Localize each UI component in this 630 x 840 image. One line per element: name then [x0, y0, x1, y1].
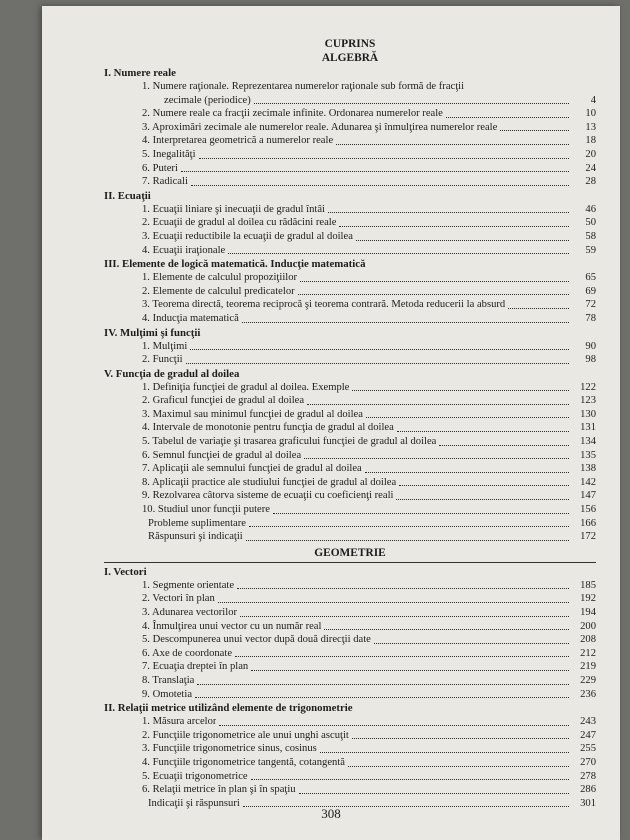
toc-entry-text: 4. Funcţiile trigonometrice tangentă, cotangentă	[142, 756, 345, 768]
dot-leader	[299, 793, 569, 794]
toc-extra-entry	[104, 530, 596, 544]
toc-page: 98	[585, 354, 596, 366]
table-of-contents	[104, 38, 596, 810]
toc-page: 130	[580, 408, 596, 420]
dot-leader	[254, 103, 569, 104]
dot-leader	[273, 513, 569, 514]
chapter-heading: I. Numere reale	[104, 67, 176, 79]
toc-entry-text: 4. Ecuaţii iraţionale	[142, 244, 226, 256]
toc-page: 18	[585, 135, 596, 147]
part-heading-geometrie: GEOMETRIE	[314, 546, 386, 559]
toc-entry-text: 2. Graficul funcţiei de gradul al doilea	[142, 395, 305, 407]
toc-entry-text: 4. Înmulţirea unui vector cu un număr real	[142, 620, 322, 632]
dot-leader	[240, 616, 569, 617]
dot-leader	[237, 588, 569, 589]
toc-entry-text: 9. Omotetia	[142, 688, 193, 700]
toc-entry	[104, 285, 596, 299]
dot-leader	[186, 363, 569, 364]
toc-entry	[104, 770, 596, 784]
dot-leader	[356, 240, 569, 241]
toc-page: 123	[580, 395, 596, 407]
toc-page: 208	[580, 634, 596, 646]
toc-entry-text: 1. Ecuaţii liniare şi inecuaţii de gradul întâi	[142, 203, 325, 215]
toc-entry-text: 1. Mulţimi	[142, 340, 188, 352]
toc-entry	[104, 660, 596, 674]
toc-entry-text: 5. Inegalităţi	[142, 148, 196, 160]
toc-page: 28	[585, 176, 596, 188]
toc-page: 59	[585, 244, 596, 256]
dot-leader	[508, 308, 569, 309]
toc-entry-text: 5. Ecuaţii trigonometrice	[142, 770, 248, 782]
toc-entry-text: Indicaţii şi răspunsuri	[148, 797, 240, 809]
toc-page: 10	[585, 108, 596, 120]
toc-entry-text: 5. Tabelul de variaţie şi trasarea graficului funcţiei de gradul al doilea	[142, 436, 437, 448]
toc-entry-text: 7. Radicali	[142, 176, 188, 188]
toc-page: 247	[580, 729, 596, 741]
toc-entry-text: 3. Ecuaţii reductibile la ecuaţii de gradul al doilea	[142, 230, 353, 242]
toc-page: 147	[580, 490, 596, 502]
toc-entry	[104, 271, 596, 285]
toc-entry	[104, 134, 596, 148]
toc-entry	[104, 121, 596, 135]
dot-leader	[439, 445, 569, 446]
toc-entry-text: 3. Funcţiile trigonometrice sinus, cosinus	[142, 743, 317, 755]
toc-entry	[104, 148, 596, 162]
toc-entry-text: 1. Definiţia funcţiei de gradul al doilea. Exemple	[142, 381, 350, 393]
toc-entry-text: 2. Numere reale ca fracţii zecimale infinite. Ordonarea numerelor reale	[142, 108, 443, 120]
toc-page: 78	[585, 312, 596, 324]
toc-entry	[104, 230, 596, 244]
toc-page: 122	[580, 381, 596, 393]
toc-entry-text: 2. Funcţii	[142, 354, 183, 366]
chapter-heading: V. Funcţia de gradul al doilea	[104, 367, 240, 380]
page-number: 308	[321, 806, 341, 821]
toc-page: 255	[580, 743, 596, 755]
toc-entry-text: 6. Axe de coordonate	[142, 647, 233, 659]
toc-entry	[104, 340, 596, 354]
toc-entry	[104, 783, 596, 797]
toc-entry	[104, 244, 596, 258]
toc-entry	[104, 175, 596, 189]
toc-entry-text: 9. Rezolvarea câtorva sisteme de ecuaţii cu coeficienţi reali	[142, 490, 394, 502]
dot-leader	[246, 540, 569, 541]
toc-entry	[104, 94, 596, 108]
toc-extra-entry	[104, 517, 596, 531]
toc-page: 229	[580, 674, 596, 686]
toc-entry	[104, 688, 596, 702]
toc-entry-text: 7. Aplicaţii ale semnului funcţiei de gradul al doilea	[142, 463, 362, 475]
toc-page: 200	[580, 620, 596, 632]
toc-entry-text: 3. Maximul sau minimul funcţiei de gradul al doilea	[142, 408, 363, 420]
dot-leader	[218, 602, 569, 603]
part-geometrie	[104, 565, 596, 811]
toc-entry-text: 7. Ecuaţia dreptei în plan	[142, 661, 249, 673]
toc-page: 46	[585, 203, 596, 215]
toc-page: 194	[580, 607, 596, 618]
dot-leader	[181, 171, 569, 172]
toc-entry	[104, 476, 596, 490]
dot-leader	[298, 294, 569, 295]
toc-page: 243	[580, 716, 596, 728]
toc-page: 278	[580, 770, 596, 782]
dot-leader	[365, 472, 569, 473]
toc-page: 236	[580, 688, 596, 700]
toc-entry	[104, 107, 596, 121]
toc-title: CUPRINS	[324, 38, 376, 50]
toc-page: 172	[580, 531, 596, 543]
dot-leader	[251, 779, 569, 780]
toc-page: 156	[580, 504, 596, 516]
toc-page: 4	[590, 94, 596, 106]
toc-page: 212	[580, 647, 596, 659]
toc-page: 58	[585, 230, 596, 242]
dot-leader	[500, 130, 569, 131]
dot-leader	[191, 185, 569, 186]
toc-entry	[104, 592, 596, 606]
dot-leader	[374, 643, 569, 644]
toc-entry-text: 10. Studiul unor funcţii putere	[142, 504, 270, 516]
divider	[104, 562, 596, 563]
part-heading-algebra: ALGEBRĂ	[321, 52, 379, 64]
toc-entry-text: 3. Adunarea vectorilor	[142, 607, 238, 618]
dot-leader	[251, 670, 569, 671]
dot-leader	[242, 322, 569, 323]
dot-leader	[199, 158, 569, 159]
toc-entry	[104, 312, 596, 326]
dot-leader	[304, 458, 569, 459]
toc-entry-text: 1. Segmente orientate	[142, 579, 235, 591]
toc-entry	[104, 216, 596, 230]
dot-leader	[235, 656, 569, 657]
dot-leader	[324, 629, 569, 630]
toc-page: 65	[585, 272, 596, 284]
dot-leader	[328, 212, 569, 213]
part-algebra	[104, 66, 596, 544]
toc-entry	[104, 489, 596, 503]
toc-entry-text: 1. Numere raţionale. Reprezentarea numerelor raţionale sub formă de fracţii	[142, 81, 465, 92]
toc-entry-text: 6. Relaţii metrice în plan şi în spaţiu	[142, 784, 296, 796]
dot-leader	[399, 485, 569, 486]
toc-entry	[104, 421, 596, 435]
toc-entry	[104, 503, 596, 517]
dot-leader	[339, 226, 569, 227]
dot-leader	[249, 526, 569, 527]
toc-page: 192	[580, 593, 596, 605]
toc-page: 301	[580, 797, 596, 809]
toc-page: 142	[580, 476, 596, 488]
dot-leader	[348, 766, 569, 767]
toc-entry	[104, 203, 596, 217]
chapter-heading: II. Ecuaţii	[104, 189, 151, 202]
toc-page: 50	[585, 217, 596, 229]
chapter-heading: IV. Mulţimi şi funcţii	[104, 326, 201, 339]
chapter-heading: II. Relaţii metrice utilizând elemente de trigonometrie	[104, 702, 353, 715]
toc-entry-text: 4. Inducţia matematică	[142, 312, 239, 324]
toc-entry-text: 1. Elemente de calculul propoziţiilor	[142, 272, 298, 284]
book-page	[42, 6, 620, 840]
toc-entry-text: 3. Teorema directă, teorema reciprocă şi teorema contrară. Metoda reducerii la absurd	[142, 299, 506, 311]
toc-entry	[104, 408, 596, 422]
toc-page: 270	[580, 756, 596, 768]
dot-leader	[228, 253, 569, 254]
toc-entry-text: 8. Translaţia	[142, 674, 195, 686]
toc-entry	[104, 353, 596, 367]
toc-page: 219	[580, 661, 596, 673]
dot-leader	[307, 404, 569, 405]
toc-entry-text: 5. Descompunerea unui vector după două direcţii date	[142, 634, 371, 646]
toc-entry-text: 2. Ecuaţii de gradul al doilea cu rădăcini reale	[142, 217, 337, 229]
toc-page: 134	[580, 436, 596, 448]
dot-leader	[366, 417, 569, 418]
toc-entry-text: 6. Puteri	[142, 162, 178, 174]
toc-page: 69	[585, 285, 596, 297]
toc-entry	[104, 162, 596, 176]
toc-entry	[104, 729, 596, 743]
toc-entry-text-cont: zecimale (periodice)	[164, 94, 251, 106]
chapter-heading: III. Elemente de logică matematică. Inducţie matematică	[104, 258, 366, 271]
toc-entry-text: 3. Aproximări zecimale ale numerelor reale. Adunarea şi înmulţirea numerelor reale	[142, 121, 498, 133]
toc-page: 72	[585, 299, 596, 311]
dot-leader	[197, 684, 569, 685]
toc-entry	[104, 579, 596, 593]
toc-page: 166	[580, 517, 596, 529]
dot-leader	[320, 752, 569, 753]
dot-leader	[336, 144, 569, 145]
toc-entry-text: 6. Semnul funcţiei de gradul al doilea	[142, 449, 302, 461]
toc-entry	[104, 449, 596, 463]
dot-leader	[446, 117, 569, 118]
dot-leader	[300, 281, 569, 282]
toc-page: 131	[580, 422, 596, 434]
toc-entry-text: 2. Elemente de calculul predicatelor	[142, 285, 295, 297]
dot-leader	[190, 349, 569, 350]
chapter-heading: I. Vectori	[104, 565, 147, 578]
dot-leader	[396, 499, 569, 500]
toc-entry-text: Răspunsuri şi indicaţii	[148, 531, 243, 543]
toc-entry	[104, 674, 596, 688]
toc-entry-text: 4. Interpretarea geometrică a numerelor reale	[142, 135, 334, 147]
toc-entry-text: 8. Aplicaţii practice ale studiului funcţiei de gradul al doilea	[142, 476, 397, 488]
toc-entry-text: 2. Vectori în plan	[142, 593, 215, 605]
toc-entry-text: 2. Funcţiile trigonometrice ale unui unghi ascuţit	[142, 729, 349, 741]
toc-page: 20	[585, 148, 596, 160]
dot-leader	[195, 697, 569, 698]
toc-entry	[104, 647, 596, 661]
toc-entry	[104, 435, 596, 449]
dot-leader	[219, 725, 569, 726]
toc-entry	[104, 756, 596, 770]
dot-leader	[352, 738, 569, 739]
toc-entry	[104, 715, 596, 729]
toc-entry	[104, 381, 596, 395]
toc-entry	[104, 620, 596, 634]
dot-leader	[352, 390, 569, 391]
toc-page: 24	[585, 162, 596, 174]
toc-entry	[104, 298, 596, 312]
toc-entry-text: 1. Măsura arcelor	[142, 716, 217, 728]
toc-entry	[104, 394, 596, 408]
toc-page: 286	[580, 784, 596, 796]
toc-entry-text: Probleme suplimentare	[148, 517, 246, 529]
toc-entry-text: 4. Intervale de monotonie pentru funcţia de gradul al doilea	[142, 422, 394, 434]
toc-page: 90	[585, 340, 596, 352]
toc-page: 135	[580, 449, 596, 461]
toc-page: 138	[580, 463, 596, 475]
toc-entry	[104, 606, 596, 620]
toc-entry	[104, 462, 596, 476]
toc-page: 185	[580, 579, 596, 591]
toc-entry	[104, 633, 596, 647]
dot-leader	[397, 431, 569, 432]
toc-entry	[104, 742, 596, 756]
toc-page: 13	[585, 121, 596, 133]
